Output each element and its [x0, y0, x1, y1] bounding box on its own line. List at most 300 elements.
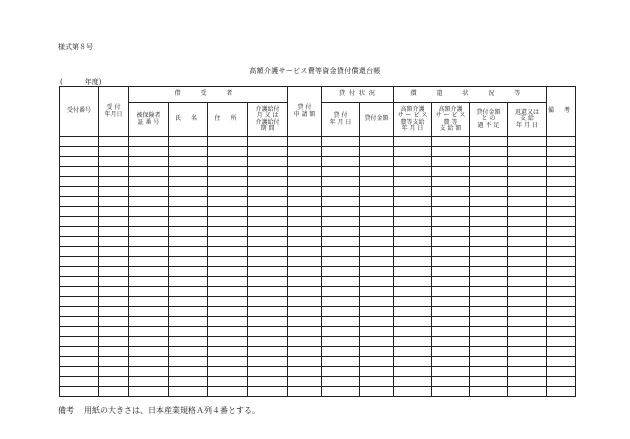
ledger-cell: [432, 147, 470, 157]
ledger-cell: [99, 217, 129, 227]
ledger-cell: [508, 147, 547, 157]
ledger-cell: [60, 177, 99, 187]
ledger-cell: [360, 287, 394, 297]
ledger-cell: [248, 237, 288, 247]
ledger-cell: [288, 197, 322, 207]
ledger-cell: [129, 247, 169, 257]
loan-repayment-ledger-table: [59, 86, 576, 397]
ledger-cell: [508, 167, 547, 177]
ledger-cell: [99, 327, 129, 337]
ledger-cell: [248, 257, 288, 267]
ledger-cell: [432, 347, 470, 357]
ledger-cell: [169, 177, 208, 187]
ledger-cell: [394, 297, 432, 307]
ledger-cell: [248, 277, 288, 287]
ledger-cell: [432, 337, 470, 347]
header-high-cost-payment-date: 高額介護 サ ー ビ ス 費等支給 年 月 日: [394, 103, 432, 137]
ledger-cell: [129, 387, 169, 397]
ledger-cell: [322, 137, 360, 147]
ledger-cell: [248, 297, 288, 307]
ledger-cell: [547, 197, 576, 207]
ledger-cell: [360, 167, 394, 177]
ledger-cell: [99, 347, 129, 357]
ledger-cell: [99, 137, 129, 147]
ledger-cell: [288, 317, 322, 327]
ledger-cell: [547, 137, 576, 147]
ledger-cell: [99, 357, 129, 367]
ledger-cell: [470, 187, 508, 197]
table-row: [60, 267, 576, 277]
ledger-cell: [208, 347, 248, 357]
ledger-cell: [60, 197, 99, 207]
ledger-cell: [470, 317, 508, 327]
ledger-cell: [470, 237, 508, 247]
ledger-cell: [432, 297, 470, 307]
ledger-cell: [99, 187, 129, 197]
ledger-cell: [248, 227, 288, 237]
ledger-cell: [360, 357, 394, 367]
header-care-benefit-month: 介護給付 月 又 は 介護給付 期 間: [248, 103, 288, 137]
ledger-cell: [394, 287, 432, 297]
ledger-cell: [288, 287, 322, 297]
ledger-cell: [129, 217, 169, 227]
ledger-cell: [432, 217, 470, 227]
ledger-cell: [508, 137, 547, 147]
ledger-cell: [208, 137, 248, 147]
ledger-cell: [248, 347, 288, 357]
ledger-cell: [394, 247, 432, 257]
ledger-cell: [129, 157, 169, 167]
ledger-cell: [129, 147, 169, 157]
header-receipt-number: 受付番号: [60, 87, 99, 137]
ledger-cell: [547, 287, 576, 297]
ledger-cell: [60, 327, 99, 337]
ledger-cell: [60, 297, 99, 307]
ledger-cell: [432, 227, 470, 237]
ledger-cell: [432, 387, 470, 397]
ledger-cell: [60, 307, 99, 317]
ledger-cell: [322, 387, 360, 397]
ledger-cell: [99, 227, 129, 237]
ledger-cell: [169, 187, 208, 197]
ledger-cell: [169, 157, 208, 167]
ledger-cell: [360, 257, 394, 267]
table-row: [60, 227, 576, 237]
ledger-cell: [208, 217, 248, 227]
ledger-cell: [360, 187, 394, 197]
ledger-cell: [470, 297, 508, 307]
ledger-cell: [169, 167, 208, 177]
ledger-cell: [99, 237, 129, 247]
ledger-cell: [322, 357, 360, 367]
ledger-cell: [129, 327, 169, 337]
ledger-cell: [470, 267, 508, 277]
ledger-cell: [508, 317, 547, 327]
ledger-cell: [508, 337, 547, 347]
ledger-cell: [60, 237, 99, 247]
ledger-cell: [288, 327, 322, 337]
ledger-cell: [470, 287, 508, 297]
ledger-cell: [547, 307, 576, 317]
ledger-cell: [288, 207, 322, 217]
ledger-cell: [129, 357, 169, 367]
ledger-cell: [60, 227, 99, 237]
ledger-cell: [547, 237, 576, 247]
form-number: 様式第８号: [58, 43, 93, 51]
header-repayment-status: 償 還 状 況 等: [394, 87, 547, 103]
ledger-cell: [99, 297, 129, 307]
ledger-cell: [248, 167, 288, 177]
ledger-cell: [322, 227, 360, 237]
table-row: [60, 187, 576, 197]
ledger-cell: [360, 387, 394, 397]
ledger-cell: [208, 277, 248, 287]
table-row: [60, 387, 576, 397]
ledger-data-rows: [60, 137, 576, 397]
ledger-cell: [99, 167, 129, 177]
ledger-cell: [432, 257, 470, 267]
ledger-cell: [169, 377, 208, 387]
ledger-cell: [60, 217, 99, 227]
ledger-cell: [360, 347, 394, 357]
ledger-cell: [322, 257, 360, 267]
ledger-cell: [432, 207, 470, 217]
ledger-cell: [248, 327, 288, 337]
ledger-cell: [129, 317, 169, 327]
ledger-cell: [470, 227, 508, 237]
ledger-cell: [432, 157, 470, 167]
ledger-cell: [547, 317, 576, 327]
ledger-cell: [470, 387, 508, 397]
ledger-cell: [60, 277, 99, 287]
ledger-cell: [432, 367, 470, 377]
ledger-cell: [60, 207, 99, 217]
ledger-cell: [360, 217, 394, 227]
ledger-cell: [394, 307, 432, 317]
ledger-cell: [288, 157, 322, 167]
ledger-cell: [322, 197, 360, 207]
ledger-cell: [470, 377, 508, 387]
ledger-cell: [547, 227, 576, 237]
ledger-cell: [508, 197, 547, 207]
ledger-cell: [432, 287, 470, 297]
ledger-title: 高額介護サービス費等資金貸付償還台帳: [249, 67, 381, 75]
ledger-cell: [547, 367, 576, 377]
ledger-cell: [248, 357, 288, 367]
ledger-cell: [208, 377, 248, 387]
ledger-cell: [547, 267, 576, 277]
ledger-cell: [360, 367, 394, 377]
ledger-cell: [322, 287, 360, 297]
ledger-cell: [394, 167, 432, 177]
table-row: [60, 167, 576, 177]
ledger-cell: [470, 307, 508, 317]
ledger-cell: [547, 297, 576, 307]
ledger-cell: [547, 207, 576, 217]
table-row: [60, 287, 576, 297]
ledger-cell: [394, 267, 432, 277]
ledger-cell: [99, 307, 129, 317]
table-row: [60, 277, 576, 287]
ledger-cell: [547, 327, 576, 337]
ledger-cell: [60, 137, 99, 147]
table-row: [60, 237, 576, 247]
ledger-cell: [99, 257, 129, 267]
ledger-cell: [208, 257, 248, 267]
ledger-cell: [394, 257, 432, 267]
ledger-cell: [169, 327, 208, 337]
ledger-cell: [288, 297, 322, 307]
ledger-cell: [288, 257, 322, 267]
ledger-cell: [208, 147, 248, 157]
ledger-cell: [99, 337, 129, 347]
ledger-cell: [208, 327, 248, 337]
ledger-cell: [169, 237, 208, 247]
ledger-cell: [169, 367, 208, 377]
ledger-cell: [360, 237, 394, 247]
ledger-cell: [99, 207, 129, 217]
ledger-cell: [508, 247, 547, 257]
ledger-cell: [432, 277, 470, 287]
ledger-cell: [322, 147, 360, 157]
ledger-cell: [129, 377, 169, 387]
table-row: [60, 207, 576, 217]
ledger-cell: [547, 157, 576, 167]
ledger-cell: [169, 357, 208, 367]
ledger-cell: [322, 337, 360, 347]
table-row: [60, 247, 576, 257]
ledger-cell: [547, 337, 576, 347]
ledger-cell: [169, 317, 208, 327]
ledger-cell: [394, 237, 432, 247]
ledger-cell: [322, 307, 360, 317]
table-row: [60, 357, 576, 367]
ledger-cell: [394, 177, 432, 187]
ledger-cell: [322, 217, 360, 227]
ledger-cell: [470, 147, 508, 157]
ledger-cell: [208, 267, 248, 277]
ledger-cell: [547, 357, 576, 367]
ledger-cell: [99, 267, 129, 277]
ledger-cell: [547, 147, 576, 157]
ledger-cell: [322, 277, 360, 287]
ledger-cell: [99, 287, 129, 297]
ledger-cell: [432, 187, 470, 197]
ledger-cell: [508, 237, 547, 247]
ledger-cell: [248, 267, 288, 277]
ledger-cell: [99, 377, 129, 387]
ledger-cell: [288, 307, 322, 317]
ledger-cell: [169, 137, 208, 147]
header-loan-date: 貸 付 年 月 日: [322, 103, 360, 137]
header-loan-status: 貸 付 状 況: [322, 87, 394, 103]
ledger-cell: [169, 297, 208, 307]
ledger-cell: [248, 387, 288, 397]
ledger-cell: [508, 297, 547, 307]
ledger-cell: [470, 327, 508, 337]
ledger-cell: [322, 207, 360, 217]
ledger-cell: [129, 227, 169, 237]
ledger-cell: [360, 337, 394, 347]
ledger-cell: [360, 197, 394, 207]
ledger-cell: [432, 327, 470, 337]
ledger-cell: [508, 287, 547, 297]
ledger-cell: [360, 377, 394, 387]
ledger-cell: [208, 177, 248, 187]
ledger-cell: [508, 307, 547, 317]
ledger-cell: [394, 367, 432, 377]
ledger-cell: [60, 287, 99, 297]
ledger-cell: [129, 137, 169, 147]
ledger-cell: [288, 167, 322, 177]
ledger-cell: [248, 217, 288, 227]
ledger-cell: [288, 387, 322, 397]
table-row: [60, 307, 576, 317]
ledger-cell: [248, 157, 288, 167]
ledger-cell: [169, 387, 208, 397]
header-remarks: 備 考: [547, 87, 576, 137]
ledger-cell: [169, 217, 208, 227]
ledger-cell: [129, 187, 169, 197]
ledger-cell: [129, 337, 169, 347]
ledger-cell: [470, 137, 508, 147]
ledger-cell: [322, 167, 360, 177]
ledger-cell: [60, 317, 99, 327]
ledger-cell: [248, 197, 288, 207]
ledger-cell: [322, 327, 360, 337]
header-loan-excess-shortage: 貸付金額 と の 過 不 足: [470, 103, 508, 137]
ledger-cell: [508, 347, 547, 357]
ledger-cell: [288, 267, 322, 277]
ledger-cell: [470, 167, 508, 177]
ledger-cell: [360, 157, 394, 167]
ledger-cell: [432, 317, 470, 327]
ledger-cell: [60, 247, 99, 257]
ledger-cell: [547, 167, 576, 177]
ledger-cell: [288, 177, 322, 187]
ledger-cell: [547, 177, 576, 187]
header-receipt-date: 受 付 年月日: [99, 87, 129, 137]
ledger-cell: [60, 387, 99, 397]
ledger-cell: [60, 267, 99, 277]
ledger-cell: [508, 187, 547, 197]
ledger-cell: [508, 217, 547, 227]
ledger-cell: [322, 187, 360, 197]
table-row: [60, 337, 576, 347]
header-insured-number: 被保険者 証 番 号: [129, 103, 169, 137]
ledger-cell: [508, 327, 547, 337]
ledger-cell: [169, 347, 208, 357]
table-row: [60, 377, 576, 387]
ledger-cell: [508, 267, 547, 277]
ledger-cell: [169, 147, 208, 157]
ledger-cell: [394, 187, 432, 197]
ledger-cell: [394, 317, 432, 327]
ledger-cell: [129, 277, 169, 287]
ledger-cell: [547, 387, 576, 397]
ledger-cell: [394, 347, 432, 357]
ledger-cell: [169, 287, 208, 297]
ledger-cell: [322, 367, 360, 377]
ledger-cell: [208, 187, 248, 197]
ledger-cell: [169, 337, 208, 347]
ledger-cell: [432, 237, 470, 247]
ledger-cell: [394, 207, 432, 217]
ledger-cell: [208, 367, 248, 377]
ledger-cell: [169, 267, 208, 277]
ledger-cell: [169, 207, 208, 217]
ledger-cell: [322, 347, 360, 357]
ledger-cell: [432, 377, 470, 387]
ledger-cell: [169, 197, 208, 207]
ledger-cell: [394, 157, 432, 167]
ledger-cell: [169, 307, 208, 317]
ledger-cell: [288, 367, 322, 377]
ledger-cell: [432, 167, 470, 177]
ledger-cell: [288, 337, 322, 347]
header-borrower: 借 受 者: [129, 87, 288, 103]
ledger-cell: [360, 297, 394, 307]
ledger-cell: [208, 357, 248, 367]
ledger-cell: [547, 277, 576, 287]
ledger-cell: [470, 157, 508, 167]
ledger-cell: [60, 167, 99, 177]
ledger-cell: [508, 177, 547, 187]
table-row: [60, 327, 576, 337]
ledger-cell: [470, 367, 508, 377]
table-row: [60, 217, 576, 227]
ledger-cell: [547, 257, 576, 267]
table-row: [60, 137, 576, 147]
ledger-cell: [288, 277, 322, 287]
ledger-cell: [129, 367, 169, 377]
ledger-cell: [129, 267, 169, 277]
ledger-cell: [60, 187, 99, 197]
ledger-cell: [248, 317, 288, 327]
ledger-cell: [547, 217, 576, 227]
ledger-cell: [432, 267, 470, 277]
ledger-cell: [248, 247, 288, 257]
ledger-cell: [394, 137, 432, 147]
ledger-cell: [470, 257, 508, 267]
ledger-cell: [60, 157, 99, 167]
ledger-cell: [432, 307, 470, 317]
table-row: [60, 347, 576, 357]
ledger-cell: [508, 157, 547, 167]
ledger-cell: [288, 237, 322, 247]
ledger-cell: [208, 227, 248, 237]
ledger-cell: [60, 147, 99, 157]
ledger-cell: [322, 157, 360, 167]
ledger-cell: [208, 197, 248, 207]
ledger-cell: [360, 147, 394, 157]
ledger-cell: [322, 237, 360, 247]
ledger-cell: [470, 357, 508, 367]
ledger-cell: [322, 377, 360, 387]
ledger-cell: [248, 147, 288, 157]
ledger-cell: [394, 377, 432, 387]
ledger-cell: [288, 227, 322, 237]
header-name: 氏 名: [169, 103, 208, 137]
ledger-cell: [508, 357, 547, 367]
header-loan-amount: 貸付金額: [360, 103, 394, 137]
ledger-cell: [129, 257, 169, 267]
ledger-cell: [99, 367, 129, 377]
ledger-cell: [99, 277, 129, 287]
ledger-cell: [60, 347, 99, 357]
ledger-cell: [208, 307, 248, 317]
ledger-cell: [432, 357, 470, 367]
